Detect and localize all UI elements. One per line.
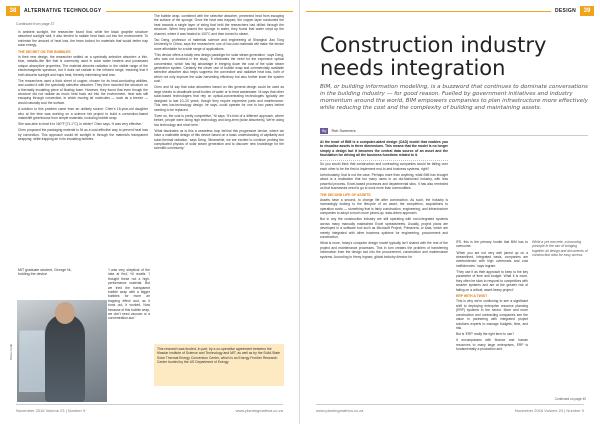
paragraph: But is 'ERP' really the right term to use? xyxy=(456,332,515,337)
right-header-rule xyxy=(306,11,551,12)
photo-caption: MIT graduate student, George Ni, holding the device xyxy=(18,268,72,277)
article-title xyxy=(320,34,546,80)
research-note-box: This research was funded, in part, by a co-operative agreement between the Masdar Institute of Science and Technology and MIT, as well as by the Solid-State Solar Thermal Energy Conversion Center, which is an Energy Frontier Research Center funded by the US Department of Energy. xyxy=(154,344,284,386)
quote-paragraph: 'I was very skeptical of the idea at first,' Ni recalls. 'I thought these not a high-performance material. But we tried the transparent bubble wrap with a bigger bubbles for more air trapping effect and, as it turns out, it worked. Now because of this bubble wrap, we don't need vacuum or a concentration-sun.' xyxy=(108,268,150,321)
left-page-number: 38 xyxy=(6,6,20,16)
paragraph: The bubble wrap, combined with the selective absorber, prevented heat from escaping the surface of the sponge. Once the heat was trapped, the copper layer conducted the heat towards a single layer of string that held the researchers had drilled through the structure. When they placed the sponge in water, they found that water crept up the channel, where it was heated to 100°C and then turned to steam. xyxy=(154,14,284,36)
paragraph: Tao Deng, professor of materials science and engineering at Shanghai Jiao Tong University in China, says the researchers' use of low-cost materials will make the device more affordable for a wide range of applications. xyxy=(154,37,284,51)
subheading: THE SECOND LIFE OF ASSETS xyxy=(320,192,371,197)
right-page-number: 39 xyxy=(580,6,594,16)
paragraph: In their new design, the researcher settled on a spectrally selective absorber: a thin, blue, metallic-like film that is commonly used in solar water heaters and possesses unique absorptive properties. The material absorbs radiation in the visible range of the electromagnetic spectrum, but it does not radiate in the infrared range, meaning that it both absorbs sunlight and traps heat, thereby minimising heat loss. xyxy=(18,55,148,77)
byline-author: Rob Summers xyxy=(331,129,356,133)
paragraph: But in any the construction industry are still operating with non-integrated systems across many manually maintained Excel spreadsheets. Usually, project plans are developed in a software tool such as Microsoft Project, Primavera, or Asta, which are merely integrated with other business systems for engineering, procurement and construction. xyxy=(320,217,448,240)
paragraph: This is why we're continuing to see a significant shift to deploying enterprise resource planning (ERP) systems in the sector. More and more construction and contracting companies see the value in partnering with integrated project solutions experts to manage budgets, time, and risk. xyxy=(456,299,528,330)
paragraph: It encompasses with finance and human resources to many large enterprises, ERP is fundamentally a production and xyxy=(456,338,528,352)
person-head xyxy=(55,302,75,324)
paragraph: 'What fascinates us is this a ceaseless loop behind this progressive device, where we have a malleable design of this device based on a basic understanding of capillarity and solar-thermal radiation,' says Deng. 'Meanwhile, we are excited to continue probing the complicated physics of solar steam generation and to discover new knowledge for the scientific community.' xyxy=(154,128,284,151)
byline-rule xyxy=(320,135,588,136)
continued-from: Continued from page 37 xyxy=(16,22,55,26)
left-column-1 xyxy=(18,30,148,143)
right-footer-rule xyxy=(316,404,584,405)
left-footer-issue: November 2016 Volume 23 | Number 9 xyxy=(16,408,86,413)
paragraph: in ambient sunlight, the researcher found that, while the black graphite structure absorbed sunlight well, it also tended to radiate heat back out into the environment. To minimise the amount of heat loss, the team looked for materials that would better trap solar energy. xyxy=(18,30,148,48)
byline xyxy=(320,128,356,134)
paragraph: 'This device offers a totally new design paradigm for solar steam generation,' says Deng, who was not involved in the study. 'It eliminates the need for the expensive optical concentrator, which has big advantage in bringing down the cost of the solar steam generation system. Certainly the clever use of bubble wrap and commercially available selective absorber also helps suppress the convective and radiative heat loss, both of which not only improve the solar harvesting efficiency but also further lower the system cost.' xyxy=(154,52,284,84)
person-figure xyxy=(45,314,85,402)
researcher-photo xyxy=(17,300,107,402)
paragraph: Unfortunately, that is not the case. Perhaps more than anything, what BIM has brought about is a realisation that too many users in an old-fashioned industry, with less powerful process, Excel-based processes and departmental silos. It has also reminded us that businesses need to go to work more than commodities. xyxy=(320,173,448,191)
paragraph: IFS, this is the primary hurdle that BIM has to overcome. xyxy=(456,240,528,249)
article-deck: BIM, or building information modelling, is a buzzword that continues to dominate conversations in the building industry — for good reason. Fuelled by government initiatives and industry momentum around the world, BIM empowers companies to plan infrastructure more effectively while reducing the cost and the complexity of building and maintaining assets. xyxy=(320,84,588,111)
paragraph: Chen proposed the packaging material to Ni as a cost-effective way to prevent heat loss by convection. This approach would let sunlight in through the material's transparent wrapping, while trapping air in its insulating bubbles. xyxy=(18,128,148,142)
right-column-1 xyxy=(320,140,448,261)
paragraph: So you would think that construction and contracting companies would be falling over each other to be the first to implement end-to-end business systems, right? xyxy=(320,162,448,171)
left-footer-rule xyxy=(16,404,283,405)
right-header xyxy=(306,6,594,16)
subheading: THE SECRET ON THE BUBBLES xyxy=(18,49,71,54)
device-glass xyxy=(19,330,45,392)
side-caption: While a yet concrete, a bouncing principle in the aim of bringing together all design and documents of construction data for easy access. xyxy=(532,240,588,258)
paragraph: The researchers used a thick sheet of copper, chosen for its heat-conducting abilities, and coated it with the spectrally selective absorber. They then mounted the structure on a thermally insulating piece of floating foam. However, they found that even though the structure did not radiate as much heat back out into the environment, heat was still escaping through convection, in which moving air molecules — such as a breeze — would naturally cool the surface. xyxy=(18,78,148,105)
photo-credit: Photo credit xyxy=(9,343,13,360)
title-line-1: Construction industry xyxy=(320,33,547,57)
left-footer-url[interactable]: www.plantingmafrica.co.za xyxy=(235,408,283,413)
paragraph: 'When you are not very well joined up on a streamlined, integrated basis, companies are overburdened with high overheads and cost inefficiencies,' says Ingram. xyxy=(456,250,528,268)
right-footer-url[interactable]: www.plantingmafrica.co.za xyxy=(316,408,364,413)
paragraph: Chen and Ni say that solar absorbers based on this general design could be used as large sheets to desalinate small bodies of water or to treat wastewater. Ni says that other solar-based technologies that rely on optical-concentrating technologies typically are designed to last 10–20 years, though they require expensive parts and maintenance. This new low-technology design, he says, could operate for one to two years before needing to be replaced. xyxy=(154,85,284,112)
left-header-rule xyxy=(106,11,293,12)
subheading: ERP WITH A TWIST xyxy=(456,294,488,299)
paragraph: Assets have a second, to change life after construction. As such, the industry is increasingly looking to the lifecycle of an asset, the completion, acquisitions to operation costs — something that is fairly construction, engineering, and infrastructure companies to adopt a much more joined-up, data-driven approach. xyxy=(320,198,448,216)
paragraph: What is more, today's computer design model typically isn't shared with the rest of the project and maintenance processes. This in turn creates the problem of transferring information from the design tool into the procurement, construction and maintenance systems. According to Hewy Ingram, global industry director for xyxy=(320,241,448,259)
continued-to: Continued on page 40 xyxy=(554,397,586,401)
right-section-label: DESIGN xyxy=(555,8,576,14)
byline-tag: By xyxy=(322,129,327,133)
paragraph: She was able to heat it to 160°F [71.1°C], in winter!' Chen says. 'It was very effective.' xyxy=(18,122,143,127)
title-line-2: needs integration xyxy=(320,56,506,80)
paragraph: 'They use it as their approach to keep to the key parameter of time and budget. What it is more, they often be slow to respond to competitors with smarter systems and are at the greater risk of failing on a critical, asset-heavy project.' xyxy=(456,270,528,292)
paragraph: A solution to this problem came from an unlikely source: Chen's 16-year-old daughter who at the time was working on a science fair project to build a convection-based makeshift greenhouse from simple materials, including bubble wrap. xyxy=(18,107,148,120)
left-column-2 xyxy=(154,14,284,153)
lead-paragraph: At the heart of BIM is a computer-aided design (CAD) model that enables you to visualise assets in three dimensions. This means that the model is no longer simply a design but it becomes the central data source of an asset and the foundation for driving all the business functions related to it. xyxy=(320,140,448,161)
left-section-label: ALTERNATIVE TECHNOLOGY xyxy=(24,8,102,14)
paragraph: 'Even so, the cost is pretty competitive,' Ni says. 'It's kind of a different approach, where before, people were doing high technology and long-term [solar absorbers]. We're doing low technology and short term.' xyxy=(154,113,284,127)
right-footer-issue: November 2016 Volume 23 | Number 9 xyxy=(514,408,584,413)
right-column-2 xyxy=(456,240,528,353)
right-page xyxy=(300,0,600,424)
